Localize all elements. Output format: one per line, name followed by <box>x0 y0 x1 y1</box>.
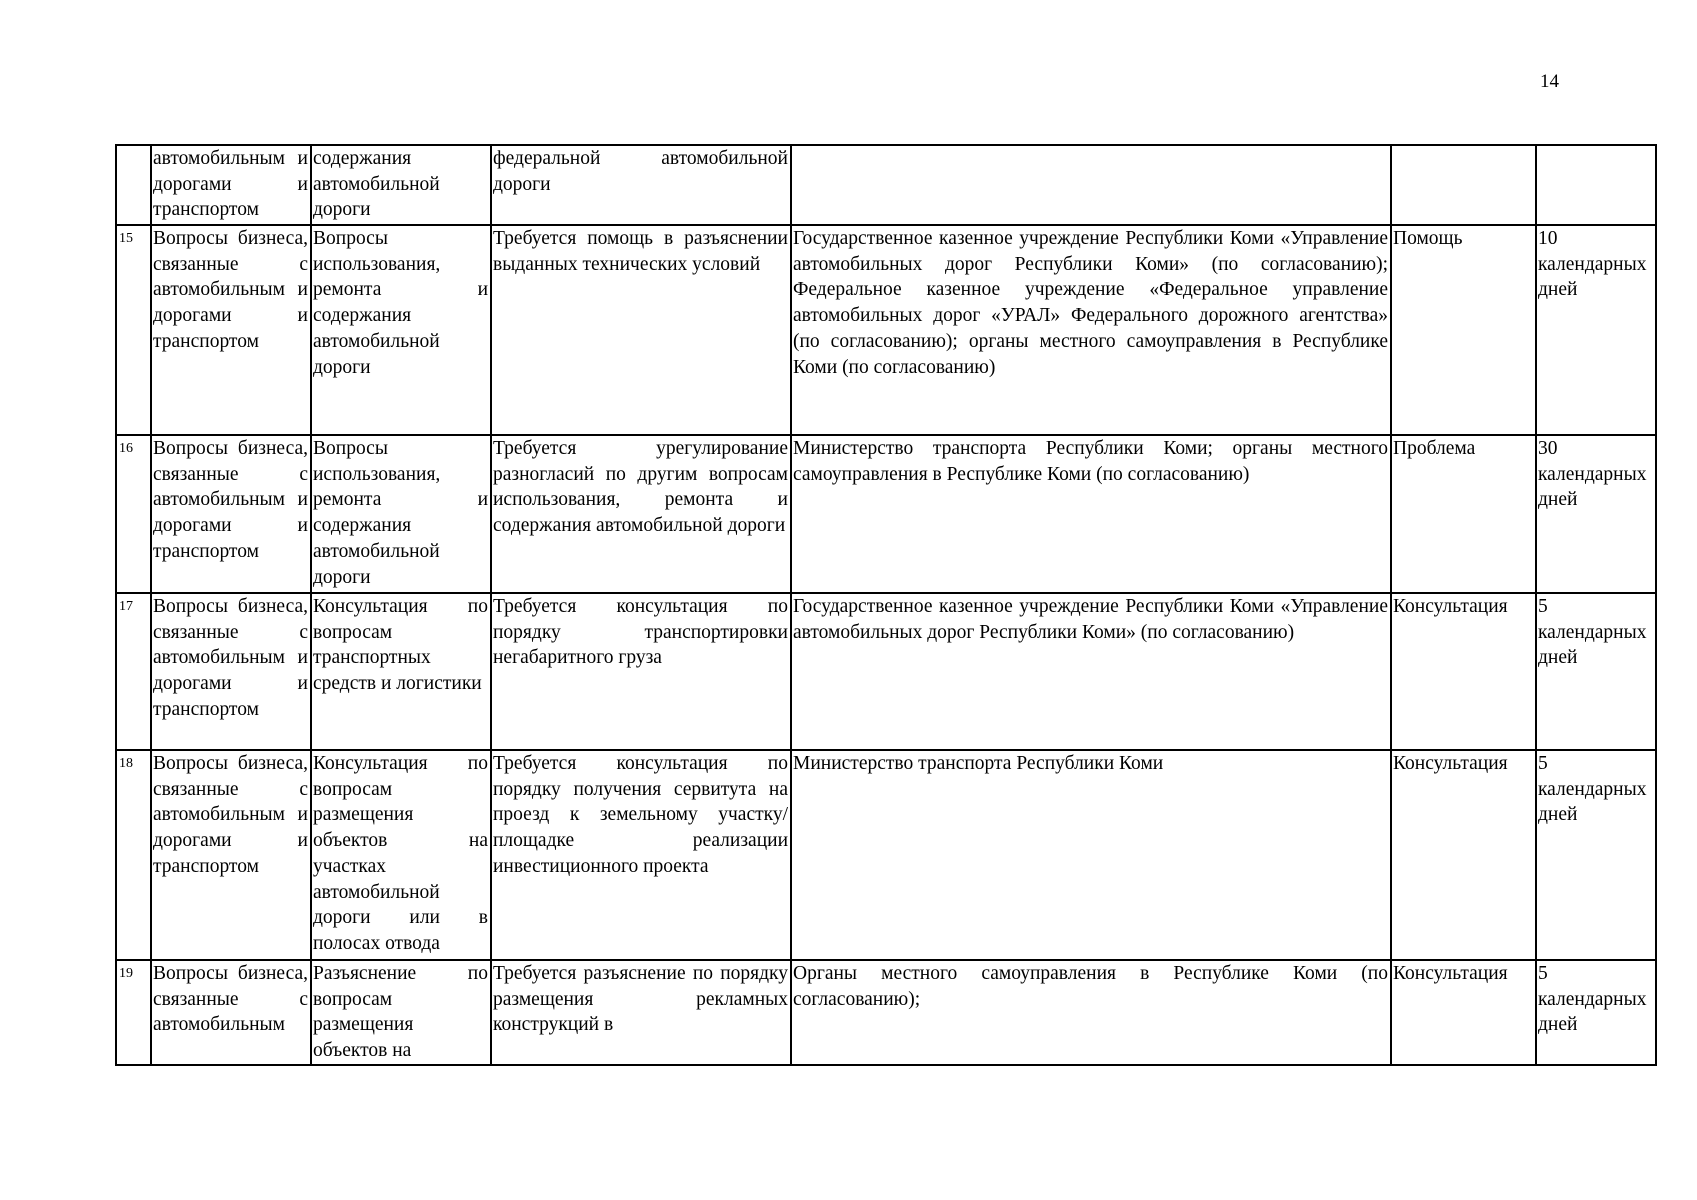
topic-cell: автомобильным и дорогами и транспортом <box>151 145 311 225</box>
row-number: 19 <box>116 960 151 1065</box>
type-cell: Проблема <box>1391 435 1536 593</box>
type-cell: Помощь <box>1391 225 1536 435</box>
responsible-cell: Органы местного самоуправления в Республике Коми (по согласованию); <box>791 960 1391 1065</box>
situation-cell: Требуется консультация по порядку получения сервитута на проезд к земельному участку/площадке реализации инвестиционного проекта <box>491 750 791 960</box>
topic-cell: Вопросы бизнеса, связанные с автомобильным и дорогами и транспортом <box>151 750 311 960</box>
appeals-table <box>115 144 1657 1066</box>
table-row <box>116 145 1656 225</box>
topic-cell: Вопросы бизнеса, связанные с автомобильным и дорогами и транспортом <box>151 225 311 435</box>
row-number: 16 <box>116 435 151 593</box>
type-cell <box>1391 145 1536 225</box>
subject-cell: Вопросы использования, ремонта и содержания автомобильной дороги <box>311 225 491 435</box>
term-cell <box>1536 145 1656 225</box>
term-cell: 5 календарных дней <box>1536 960 1656 1065</box>
table-row <box>116 225 1656 435</box>
row-number <box>116 145 151 225</box>
situation-cell: Требуется консультация по порядку транспортировки негабаритного груза <box>491 593 791 750</box>
term-cell: 5 календарных дней <box>1536 750 1656 960</box>
subject-cell: Разъяснение по вопросам размещения объектов на <box>311 960 491 1065</box>
subject-cell: содержания автомобильной дороги <box>311 145 491 225</box>
topic-cell: Вопросы бизнеса, связанные с автомобильным и дорогами и транспортом <box>151 593 311 750</box>
subject-cell: Вопросы использования, ремонта и содержания автомобильной дороги <box>311 435 491 593</box>
responsible-cell: Министерство транспорта Республики Коми <box>791 750 1391 960</box>
table-row <box>116 593 1656 750</box>
row-number: 15 <box>116 225 151 435</box>
term-cell: 10 календарных дней <box>1536 225 1656 435</box>
table-row <box>116 960 1656 1065</box>
term-cell: 30 календарных дней <box>1536 435 1656 593</box>
subject-cell: Консультация по вопросам транспортных средств и логистики <box>311 593 491 750</box>
type-cell: Консультация <box>1391 593 1536 750</box>
type-cell: Консультация <box>1391 960 1536 1065</box>
responsible-cell: Государственное казенное учреждение Республики Коми «Управление автомобильных дорог Республики Коми» (по согласованию); Федеральное казенное учреждение «Федеральное управление автомобильных дорог «УРАЛ» Федерального дорожного агентства» (по согласованию); органы местного самоуправления в Республике Коми (по согласованию) <box>791 225 1391 435</box>
situation-cell: Требуется помощь в разъяснении выданных технических условий <box>491 225 791 435</box>
responsible-cell: Государственное казенное учреждение Республики Коми «Управление автомобильных дорог Республики Коми» (по согласованию) <box>791 593 1391 750</box>
table-row <box>116 435 1656 593</box>
situation-cell: Требуется разъяснение по порядку размещения рекламных конструкций в <box>491 960 791 1065</box>
row-number: 18 <box>116 750 151 960</box>
table-row <box>116 750 1656 960</box>
situation-cell: Требуется урегулирование разногласий по другим вопросам использования, ремонта и содержания автомобильной дороги <box>491 435 791 593</box>
subject-cell: Консультация по вопросам размещения объектов на участках автомобильной дороги или в полосах отвода <box>311 750 491 960</box>
term-cell: 5 календарных дней <box>1536 593 1656 750</box>
topic-cell: Вопросы бизнеса, связанные с автомобильным и дорогами и транспортом <box>151 435 311 593</box>
situation-cell: федеральной автомобильной дороги <box>491 145 791 225</box>
page-number: 14 <box>1540 71 1559 92</box>
responsible-cell: Министерство транспорта Республики Коми; органы местного самоуправления в Республике Коми (по согласованию) <box>791 435 1391 593</box>
row-number: 17 <box>116 593 151 750</box>
responsible-cell <box>791 145 1391 225</box>
topic-cell: Вопросы бизнеса, связанные с автомобильным <box>151 960 311 1065</box>
type-cell: Консультация <box>1391 750 1536 960</box>
